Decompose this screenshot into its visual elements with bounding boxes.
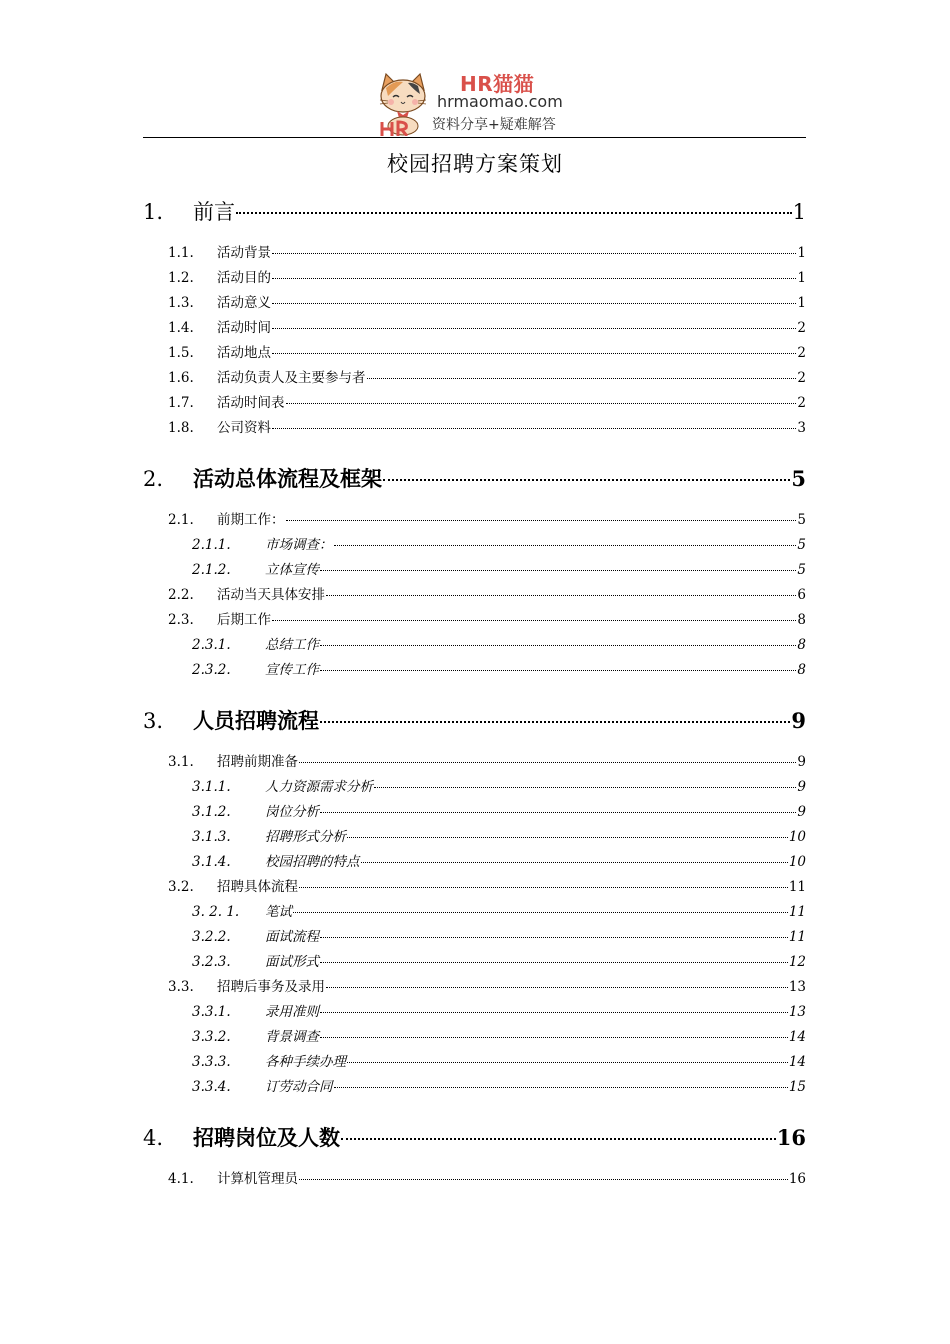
toc-entry-level1[interactable] — [143, 463, 806, 493]
toc-dot-leader — [383, 458, 790, 481]
toc-entry-level3[interactable] — [143, 1025, 806, 1045]
toc-entry-level2[interactable] — [143, 1167, 806, 1187]
toc-dot-leader — [320, 632, 796, 647]
toc-entry-label: 公司资料 — [217, 420, 271, 436]
toc-entry-label: 市场调查： — [265, 537, 333, 553]
toc-entry-label: 立体宣传 — [265, 562, 319, 578]
toc-entry-level3[interactable] — [143, 900, 806, 920]
toc-entry-number: 3. 2. 1. — [192, 904, 240, 920]
toc-entry-page: 10 — [788, 854, 806, 870]
toc-entry-label: 活动负责人及主要参与者 — [217, 370, 366, 386]
toc-dot-leader — [320, 999, 788, 1014]
toc-entry-page: 5 — [791, 466, 806, 491]
toc-dot-leader — [299, 874, 788, 889]
toc-dot-leader — [347, 1049, 788, 1064]
toc-dot-leader — [272, 265, 796, 280]
toc-dot-leader — [272, 290, 796, 305]
toc-entry-page: 15 — [788, 1079, 806, 1095]
toc-entry-label: 招聘具体流程 — [217, 879, 298, 895]
toc-entry-label: 人员招聘流程 — [193, 708, 319, 733]
toc-dot-leader — [236, 191, 792, 214]
toc-entry-label: 后期工作 — [217, 612, 271, 628]
toc-entry-level2[interactable] — [143, 416, 806, 436]
toc-dot-leader — [347, 824, 788, 839]
toc-entry-level3[interactable] — [143, 825, 806, 845]
toc-entry-label: 人力资源需求分析 — [265, 779, 373, 795]
brand-url: hrmaomao.com — [437, 92, 563, 111]
toc-entry-label: 各种手续办理 — [265, 1054, 346, 1070]
toc-entry-number: 2.1. — [168, 512, 194, 528]
toc-entry-level2[interactable] — [143, 583, 806, 603]
toc-entry-number: 1.3. — [168, 295, 194, 311]
toc-entry-label: 岗位分析 — [265, 804, 319, 820]
toc-entry-page: 2 — [797, 370, 806, 386]
toc-entry-label: 活动意义 — [217, 295, 271, 311]
toc-dot-leader — [272, 315, 796, 330]
toc-entry-page: 5 — [797, 512, 806, 528]
toc-entry-number: 2.3. — [168, 612, 194, 628]
toc-dot-leader — [320, 557, 796, 572]
toc-entry-level2[interactable] — [143, 750, 806, 770]
toc-entry-level3[interactable] — [143, 558, 806, 578]
toc-entry-number: 4.1. — [168, 1171, 194, 1187]
toc-entry-page: 14 — [788, 1029, 806, 1045]
toc-dot-leader — [367, 365, 797, 380]
toc-dot-leader — [293, 899, 788, 914]
brand-title: HR猫猫 — [460, 72, 535, 96]
toc-dot-leader — [272, 607, 796, 622]
toc-entry-label: 面试流程 — [265, 929, 319, 945]
toc-entry-level2[interactable] — [143, 391, 806, 411]
toc-entry-number: 2.1.1. — [192, 537, 231, 553]
toc-dot-leader — [320, 1024, 788, 1039]
toc-entry-number: 1.1. — [168, 245, 194, 261]
toc-dot-leader — [320, 949, 788, 964]
toc-entry-number: 3.1.2. — [192, 804, 231, 820]
toc-entry-level3[interactable] — [143, 633, 806, 653]
toc-entry-label: 招聘岗位及人数 — [193, 1125, 340, 1150]
toc-entry-label: 活动当天具体安排 — [217, 587, 325, 603]
toc-entry-label: 活动时间表 — [217, 395, 285, 411]
toc-entry-label: 前期工作： — [217, 512, 285, 528]
toc-entry-page: 8 — [797, 662, 806, 678]
toc-entry-level3[interactable] — [143, 1050, 806, 1070]
toc-dot-leader — [326, 974, 788, 989]
toc-entry-page: 1 — [797, 270, 806, 286]
toc-entry-level3[interactable] — [143, 925, 806, 945]
toc-entry-number: 3.3.1. — [192, 1004, 231, 1020]
toc-entry-level1[interactable] — [143, 1122, 806, 1152]
toc-entry-number: 2.3.1. — [192, 637, 231, 653]
toc-entry-number: 3.3.4. — [192, 1079, 231, 1095]
toc-entry-level2[interactable] — [143, 366, 806, 386]
toc-entry-page: 5 — [797, 562, 806, 578]
toc-entry-page: 9 — [797, 779, 806, 795]
toc-entry-label: 招聘前期准备 — [217, 754, 298, 770]
toc-entry-level2[interactable] — [143, 316, 806, 336]
toc-entry-level3[interactable] — [143, 658, 806, 678]
toc-entry-page: 16 — [788, 1171, 806, 1187]
toc-entry-label: 笔试 — [265, 904, 292, 920]
toc-entry-number: 2.3.2. — [192, 662, 231, 678]
toc-entry-level3[interactable] — [143, 533, 806, 553]
toc-entry-number: 3. — [143, 709, 164, 733]
toc-entry-page: 5 — [797, 537, 806, 553]
toc-entry-page: 1 — [792, 200, 806, 224]
toc-entry-page: 2 — [797, 395, 806, 411]
toc-entry-label: 背景调查 — [265, 1029, 319, 1045]
toc-entry-level3[interactable] — [143, 1075, 806, 1095]
toc-entry-number: 3.3.3. — [192, 1054, 231, 1070]
toc-entry-number: 1.5. — [168, 345, 194, 361]
toc-entry-number: 3.3. — [168, 979, 194, 995]
toc-entry-number: 1. — [143, 200, 164, 224]
toc-entry-number: 3.3.2. — [192, 1029, 231, 1045]
toc-entry-page: 9 — [797, 804, 806, 820]
toc-entry-level3[interactable] — [143, 800, 806, 820]
toc-dot-leader — [374, 774, 796, 789]
toc-entry-label: 订劳动合同 — [265, 1079, 333, 1095]
toc-dot-leader — [320, 799, 796, 814]
toc-entry-number: 1.2. — [168, 270, 194, 286]
toc-entry-level2[interactable] — [143, 341, 806, 361]
toc-dot-leader — [320, 657, 796, 672]
toc-dot-leader — [320, 700, 790, 723]
toc-entry-label: 前言 — [193, 200, 235, 224]
toc-entry-label: 活动背景 — [217, 245, 271, 261]
toc-entry-level2[interactable] — [143, 608, 806, 628]
toc-entry-number: 1.7. — [168, 395, 194, 411]
toc-entry-number: 4. — [143, 1126, 164, 1150]
toc-dot-leader — [320, 924, 788, 939]
toc-entry-page: 9 — [791, 708, 806, 733]
toc-entry-level3[interactable] — [143, 850, 806, 870]
toc-dot-leader — [272, 240, 796, 255]
toc-entry-level3[interactable] — [143, 950, 806, 970]
toc-entry-number: 3.1.1. — [192, 779, 231, 795]
header-rule — [143, 137, 806, 138]
page-header — [0, 64, 950, 136]
toc-entry-number: 2.2. — [168, 587, 194, 603]
toc-entry-level3[interactable] — [143, 1000, 806, 1020]
toc-dot-leader — [326, 582, 796, 597]
toc-entry-page: 12 — [788, 954, 806, 970]
toc-entry-label: 总结工作 — [265, 637, 319, 653]
toc-entry-page: 6 — [797, 587, 806, 603]
toc-dot-leader — [286, 390, 797, 405]
toc-entry-label: 活动目的 — [217, 270, 271, 286]
toc-entry-number: 3.1.3. — [192, 829, 231, 845]
toc-dot-leader — [341, 1117, 776, 1140]
toc-entry-level2[interactable] — [143, 875, 806, 895]
toc-entry-number: 1.8. — [168, 420, 194, 436]
toc-entry-page: 2 — [797, 320, 806, 336]
toc-entry-page: 3 — [797, 420, 806, 436]
toc-dot-leader — [286, 507, 797, 522]
toc-dot-leader — [361, 849, 788, 864]
toc-entry-page: 14 — [788, 1054, 806, 1070]
toc-entry-page: 10 — [788, 829, 806, 845]
toc-entry-number: 3.2. — [168, 879, 194, 895]
toc-entry-number: 3.1. — [168, 754, 194, 770]
toc-entry-level2[interactable] — [143, 508, 806, 528]
toc-entry-page: 1 — [797, 245, 806, 261]
toc-entry-number: 3.1.4. — [192, 854, 231, 870]
toc-entry-level2[interactable] — [143, 241, 806, 261]
toc-dot-leader — [272, 340, 796, 355]
brand-tagline: 资料分享+疑难解答 — [432, 117, 556, 133]
toc-entry-number: 1.4. — [168, 320, 194, 336]
toc-entry-level2[interactable] — [143, 291, 806, 311]
cat-logo-icon — [374, 70, 432, 136]
toc-entry-label: 面试形式 — [265, 954, 319, 970]
toc-dot-leader — [334, 532, 797, 547]
toc-dot-leader — [299, 1166, 788, 1181]
toc-entry-level2[interactable] — [143, 266, 806, 286]
toc-entry-level3[interactable] — [143, 775, 806, 795]
document-title: 校园招聘方案策划 — [387, 152, 563, 176]
toc-entry-page: 8 — [797, 637, 806, 653]
toc-entry-number: 2.1.2. — [192, 562, 231, 578]
toc-dot-leader — [299, 749, 796, 764]
toc-entry-label: 活动时间 — [217, 320, 271, 336]
toc-entry-page: 11 — [788, 929, 806, 945]
toc-entry-page: 9 — [797, 754, 806, 770]
toc-entry-label: 录用准则 — [265, 1004, 319, 1020]
toc-entry-label: 招聘形式分析 — [265, 829, 346, 845]
toc-entry-label: 校园招聘的特点 — [265, 854, 360, 870]
toc-entry-page: 2 — [797, 345, 806, 361]
toc-entry-page: 11 — [788, 904, 806, 920]
toc-entry-level1[interactable] — [143, 196, 806, 226]
toc-entry-number: 3.2.2. — [192, 929, 231, 945]
toc-entry-label: 招聘后事务及录用 — [217, 979, 325, 995]
toc-entry-label: 活动地点 — [217, 345, 271, 361]
toc-entry-page: 1 — [797, 295, 806, 311]
toc-entry-number: 1.6. — [168, 370, 194, 386]
toc-entry-page: 11 — [788, 879, 806, 895]
toc-entry-label: 活动总体流程及框架 — [193, 466, 382, 491]
toc-entry-label: 宣传工作 — [265, 662, 319, 678]
toc-entry-page: 13 — [788, 1004, 806, 1020]
toc-dot-leader — [272, 415, 796, 430]
toc-dot-leader — [334, 1074, 788, 1089]
toc-entry-level1[interactable] — [143, 705, 806, 735]
toc-entry-number: 3.2.3. — [192, 954, 231, 970]
toc-entry-number: 2. — [143, 467, 164, 491]
toc-entry-page: 8 — [797, 612, 806, 628]
toc-entry-page: 16 — [776, 1125, 806, 1150]
toc-entry-level2[interactable] — [143, 975, 806, 995]
toc-entry-label: 计算机管理员 — [217, 1171, 298, 1187]
toc-entry-page: 13 — [788, 979, 806, 995]
